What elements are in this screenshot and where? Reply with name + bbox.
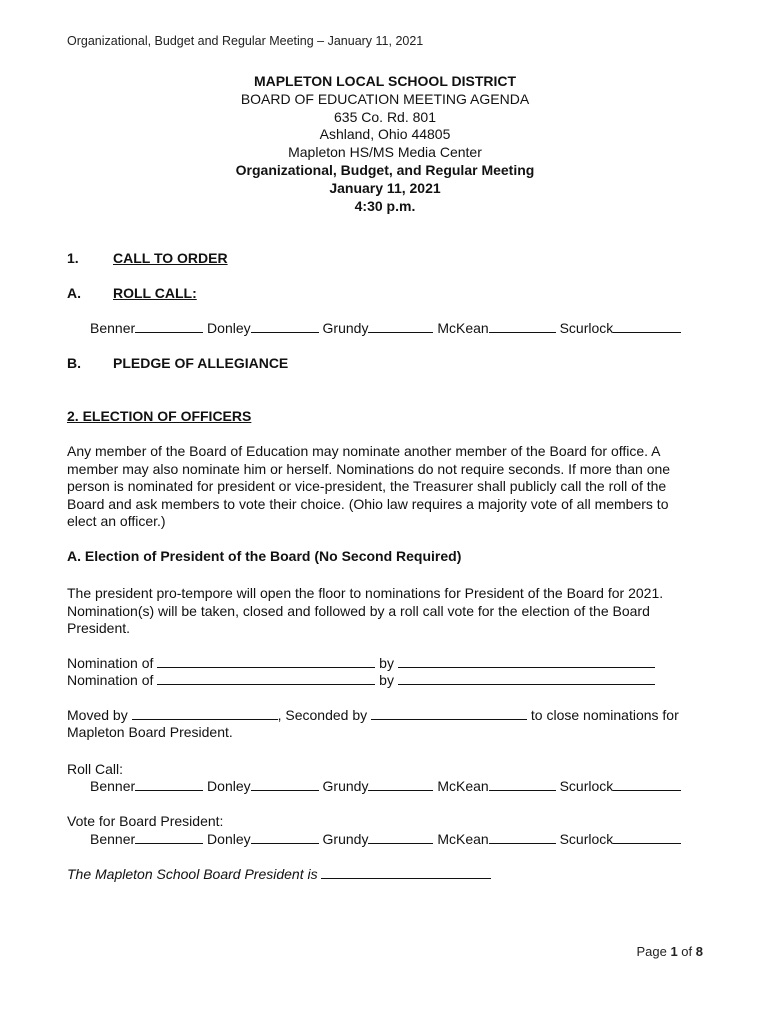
roll-call-line-3 [90, 831, 681, 847]
roll-call-label: Roll Call: [67, 761, 124, 777]
nomination-line-2 [67, 672, 655, 690]
vote-blank[interactable] [613, 778, 681, 791]
member-name: Grundy [322, 320, 369, 336]
agenda-header [0, 73, 770, 215]
member-name: Donley [207, 831, 251, 847]
vote-blank[interactable] [368, 778, 433, 791]
election-paragraph: Any member of the Board of Education may nominate another member of the Board for office. A member may also nominate him or herself. Nominations do not require seconds. If more than one person is nominated for president or vice-president, the Treasurer shall publicly call the roll of the Board and ask members to vote their choice. (Ohio law requires a majority vote of all members to elect an officer.) [67, 443, 671, 530]
member-name: McKean [437, 320, 489, 336]
section-title: CALL TO ORDER [113, 250, 228, 266]
page-word: Page [636, 944, 667, 959]
moved-by-blank[interactable] [132, 707, 278, 720]
vote-blank[interactable] [135, 831, 203, 844]
item-roll-call [67, 285, 197, 303]
running-header: Organizational, Budget and Regular Meeting – January 11, 2021 [67, 34, 424, 48]
seconded-by-blank[interactable] [371, 707, 527, 720]
of-word: of [681, 944, 693, 959]
section-call-to-order [67, 250, 228, 268]
nominee-blank[interactable] [157, 672, 375, 685]
vote-blank[interactable] [251, 320, 319, 333]
moved-line [67, 707, 679, 725]
meeting-location: Mapleton HS/MS Media Center [288, 144, 482, 161]
president-paragraph: The president pro-tempore will open the floor to nominations for President of the Board for 2021. Nomination(s) will be taken, closed and followed by a roll call vote for the election of the Board President. [67, 585, 664, 637]
page-footer [636, 944, 703, 959]
item-letter: A. [67, 285, 81, 301]
member-name: Benner [90, 320, 136, 336]
meeting-type: Organizational, Budget, and Regular Meeting [235, 161, 535, 178]
vote-blank[interactable] [251, 831, 319, 844]
item-letter: B. [67, 355, 81, 371]
nominated-by-label: by [379, 655, 394, 671]
page-number: 1 [670, 944, 678, 959]
member-name: Grundy [322, 831, 369, 847]
moved-line-2: Mapleton Board President. [67, 724, 233, 740]
president-is-label: The Mapleton School Board President is [67, 866, 318, 882]
roll-call-line-1 [90, 320, 681, 336]
moved-by-label: Moved by [67, 707, 128, 723]
seconded-by-label: , Seconded by [277, 707, 368, 723]
member-name: McKean [437, 831, 489, 847]
address-line-1: 635 Co. Rd. 801 [334, 108, 436, 125]
meeting-time: 4:30 p.m. [354, 197, 416, 214]
vote-blank[interactable] [251, 778, 319, 791]
nominator-blank[interactable] [398, 655, 655, 668]
meeting-date: January 11, 2021 [329, 179, 441, 196]
nominator-blank[interactable] [398, 672, 655, 685]
vote-blank[interactable] [368, 320, 433, 333]
vote-label: Vote for Board President: [67, 813, 224, 829]
vote-blank[interactable] [368, 831, 433, 844]
roll-call-line-2 [90, 778, 681, 794]
nominee-blank[interactable] [157, 655, 375, 668]
agenda-title: BOARD OF EDUCATION MEETING AGENDA [240, 90, 530, 107]
close-nominations-label: to close nominations for [530, 707, 679, 723]
member-name: Scurlock [559, 831, 614, 847]
member-name: Benner [90, 778, 136, 794]
vote-blank[interactable] [489, 831, 556, 844]
address-line-2: Ashland, Ohio 44805 [319, 126, 451, 143]
member-name: McKean [437, 778, 489, 794]
nomination-label: Nomination of [67, 655, 154, 671]
member-name: Scurlock [559, 778, 614, 794]
president-is-line [67, 866, 491, 884]
section-number: 1. [67, 250, 79, 266]
page-total: 8 [695, 944, 703, 959]
vote-blank[interactable] [613, 320, 681, 333]
nominated-by-label: by [379, 672, 394, 688]
member-name: Donley [207, 778, 251, 794]
item-title: ROLL CALL: [113, 285, 197, 301]
item-pledge [67, 355, 288, 373]
nomination-label: Nomination of [67, 672, 154, 688]
vote-blank[interactable] [489, 778, 556, 791]
president-name-blank[interactable] [321, 866, 491, 879]
item-title: PLEDGE OF ALLEGIANCE [113, 355, 289, 371]
member-name: Donley [207, 320, 251, 336]
member-name: Benner [90, 831, 136, 847]
vote-blank[interactable] [135, 778, 203, 791]
vote-blank[interactable] [489, 320, 556, 333]
member-name: Scurlock [559, 320, 614, 336]
vote-blank[interactable] [135, 320, 203, 333]
member-name: Grundy [322, 778, 369, 794]
nomination-line-1 [67, 655, 655, 673]
section-election-title: 2. ELECTION OF OFFICERS [67, 408, 252, 424]
subsection-president-title: A. Election of President of the Board (No Second Required) [67, 548, 462, 564]
district-name: MAPLETON LOCAL SCHOOL DISTRICT [253, 73, 517, 89]
vote-blank[interactable] [613, 831, 681, 844]
